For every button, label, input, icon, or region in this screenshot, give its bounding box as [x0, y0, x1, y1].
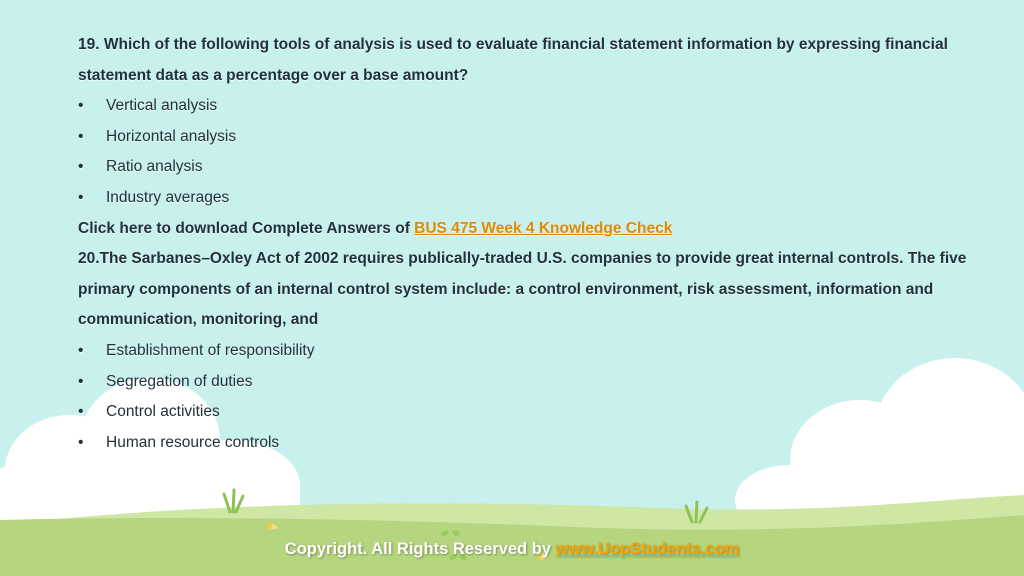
bullet-icon: •	[78, 158, 84, 176]
question-19-options	[78, 91, 998, 213]
bullet-icon: •	[78, 97, 84, 115]
option-item	[78, 336, 998, 367]
bullet-icon: •	[78, 341, 84, 359]
question-19: 19. Which of the following tools of analysis is used to evaluate financial statement information by expressing financial statement data as a percentage over a base amount?	[78, 36, 948, 84]
download-line	[78, 214, 998, 245]
bullet-icon: •	[78, 127, 84, 145]
bullet-icon: •	[78, 433, 84, 451]
copyright-text: Copyright. All Rights Reserved by	[284, 540, 556, 558]
option-label: Vertical analysis	[106, 97, 218, 115]
option-label: Horizontal analysis	[106, 127, 237, 145]
slide-content	[78, 30, 998, 458]
bullet-icon: •	[78, 188, 84, 206]
option-label: Human resource controls	[106, 433, 280, 451]
option-item	[78, 428, 998, 459]
option-item	[78, 183, 998, 214]
option-item	[78, 152, 998, 183]
question-20: 20.The Sarbanes–Oxley Act of 2002 requires publically-traded U.S. companies to provide great internal controls. The five primary components of an internal control system include: a control environment, risk assessment, information and communication, monitoring, and	[78, 250, 967, 329]
option-label: Ratio analysis	[106, 158, 203, 176]
download-link[interactable]: BUS 475 Week 4 Knowledge Check	[414, 219, 673, 237]
download-prefix: Click here to download Complete Answers of	[78, 219, 415, 237]
bullet-icon: •	[78, 403, 84, 421]
footer-link[interactable]: www.UopStudents.com	[555, 540, 740, 558]
option-item	[78, 91, 998, 122]
option-label: Industry averages	[106, 188, 230, 206]
question-20-options	[78, 336, 998, 458]
option-item	[78, 397, 998, 428]
copyright-footer	[0, 540, 1024, 559]
option-label: Control activities	[106, 403, 220, 421]
bullet-icon: •	[78, 372, 84, 390]
option-item	[78, 122, 998, 153]
option-label: Segregation of duties	[106, 372, 253, 390]
option-label: Establishment of responsibility	[106, 341, 315, 359]
option-item	[78, 367, 998, 398]
